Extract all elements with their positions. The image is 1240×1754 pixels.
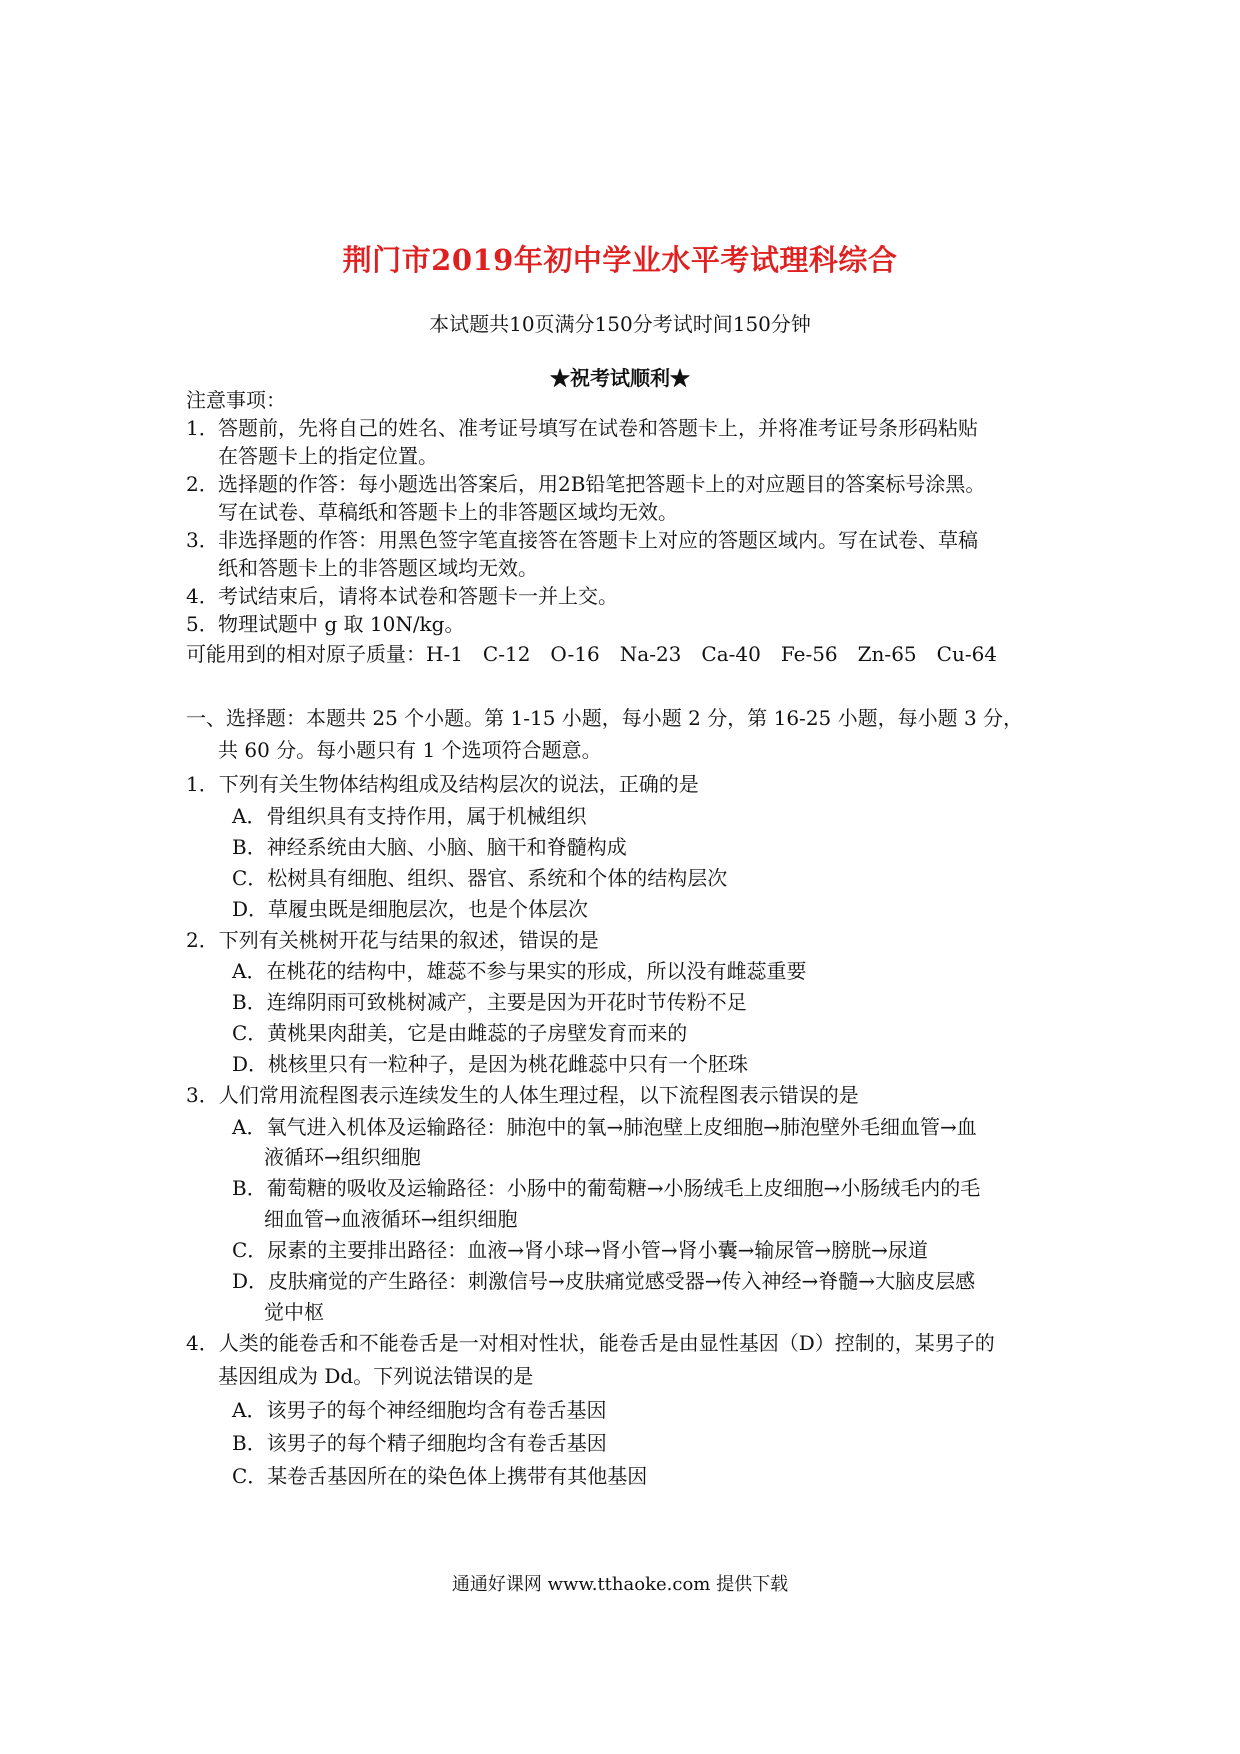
notice-line: 考试结束后，请将本试卷和答题卡一并上交。 <box>218 584 618 608</box>
answer-option: A．在桃花的结构中，雄蕊不参与果实的形成，所以没有雌蕊重要 <box>232 959 807 983</box>
answer-option: D．草履虫既是细胞层次，也是个体层次 <box>232 897 589 921</box>
question-stem: 4．人类的能卷舌和不能卷舌是一对相对性状，能卷舌是由显性基因（D）控制的，某男子的 <box>186 1331 995 1355</box>
answer-option: D．皮肤痛觉的产生路径：刺激信号→皮肤痛觉感受器→传入神经→脊髓→大脑皮层感 <box>232 1269 976 1293</box>
answer-option: A．氧气进入机体及运输路径：肺泡中的氧→肺泡壁上皮细胞→肺泡壁外毛细血管→血 <box>232 1115 977 1139</box>
notice-number: 1． <box>186 416 219 440</box>
answer-option: A．骨组织具有支持作用，属于机械组织 <box>232 804 587 828</box>
notice-number: 5． <box>186 612 219 636</box>
answer-option: C．黄桃果肉甜美，它是由雌蕊的子房壁发育而来的 <box>232 1021 688 1045</box>
notice-line: 答题前，先将自己的姓名、准考证号填写在试卷和答题卡上，并将准考证号条形码粘贴 <box>218 416 978 440</box>
answer-option-cont: 液循环→组织细胞 <box>264 1145 421 1169</box>
footer-source: 通通好课网 www.tthaoke.com 提供下载 <box>451 1574 789 1595</box>
notice-number: 3． <box>186 528 219 552</box>
answer-option: B．神经系统由大脑、小脑、脑干和脊髓构成 <box>232 835 627 859</box>
good-luck-banner: ★祝考试顺利★ <box>550 366 690 390</box>
atomic-masses: 可能用到的相对原子质量：H-1 C-12 O-16 Na-23 Ca-40 Fe-56 Zn-65 Cu-64 <box>186 642 998 666</box>
answer-option-cont: 细血管→血液循环→组织细胞 <box>264 1207 518 1231</box>
answer-option: C．松树具有细胞、组织、器官、系统和个体的结构层次 <box>232 866 728 890</box>
section-heading: 一、选择题：本题共 25 个小题。第 1-15 小题，每小题 2 分，第 16-25 小题，每小题 3 分， <box>186 706 1024 730</box>
answer-option: C．尿素的主要排出路径：血液→肾小球→肾小管→肾小囊→输尿管→膀胱→尿道 <box>232 1238 928 1262</box>
question-stem-cont: 基因组成为 Dd。下列说法错误的是 <box>218 1364 534 1388</box>
notice-number: 4． <box>186 584 219 608</box>
answer-option: B．连绵阴雨可致桃树减产，主要是因为开花时节传粉不足 <box>232 990 747 1014</box>
notice-heading: 注意事项： <box>186 388 286 412</box>
question-stem: 1．下列有关生物体结构组成及结构层次的说法，正确的是 <box>186 772 699 796</box>
notice-line: 物理试题中 g 取 10N/kg。 <box>218 612 465 636</box>
answer-option: C．某卷舌基因所在的染色体上携带有其他基因 <box>232 1464 648 1488</box>
notice-number: 2． <box>186 472 219 496</box>
answer-option-cont: 觉中枢 <box>264 1300 324 1324</box>
notice-line: 在答题卡上的指定位置。 <box>218 444 438 468</box>
notice-line: 纸和答题卡上的非答题区域均无效。 <box>218 556 538 580</box>
question-stem: 2．下列有关桃树开花与结果的叙述，错误的是 <box>186 928 599 952</box>
question-stem: 3．人们常用流程图表示连续发生的人体生理过程，以下流程图表示错误的是 <box>186 1083 859 1107</box>
answer-option: D．桃核里只有一粒种子，是因为桃花雌蕊中只有一个胚珠 <box>232 1052 749 1076</box>
notice-line: 写在试卷、草稿纸和答题卡上的非答题区域均无效。 <box>218 500 678 524</box>
answer-option: B．葡萄糖的吸收及运输路径：小肠中的葡萄糖→小肠绒毛上皮细胞→小肠绒毛内的毛 <box>232 1176 981 1200</box>
answer-option: A．该男子的每个神经细胞均含有卷舌基因 <box>232 1398 607 1422</box>
notice-line: 选择题的作答：每小题选出答案后，用2B铅笔把答题卡上的对应题目的答案标号涂黑。 <box>218 472 986 496</box>
exam-info: 本试题共10页满分150分考试时间150分钟 <box>429 312 811 336</box>
page-title: 荆门市2019年初中学业水平考试理科综合 <box>342 243 898 277</box>
notice-line: 非选择题的作答：用黑色签字笔直接答在答题卡上对应的答题区域内。写在试卷、草稿 <box>218 528 978 552</box>
section-heading-cont: 共 60 分。每小题只有 1 个选项符合题意。 <box>218 738 602 762</box>
answer-option: B．该男子的每个精子细胞均含有卷舌基因 <box>232 1431 607 1455</box>
